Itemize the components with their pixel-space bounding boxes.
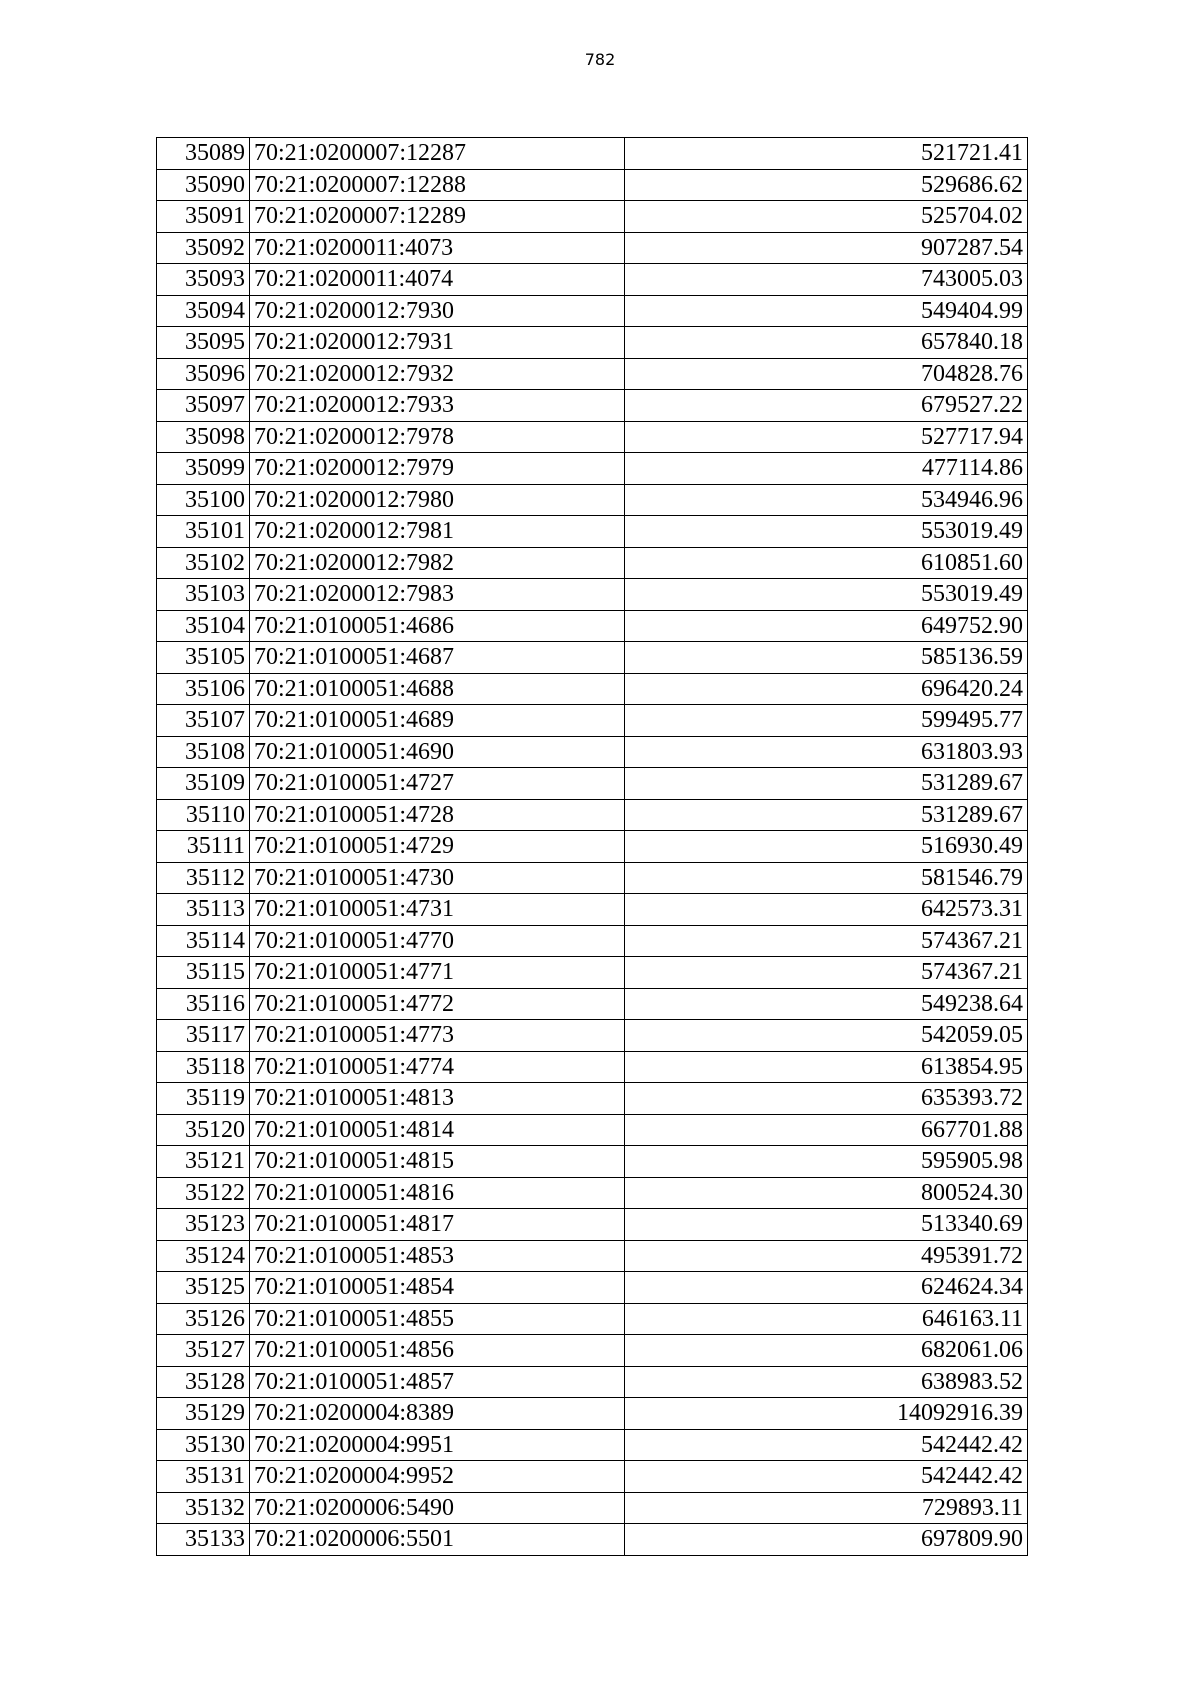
cadastral-value: 624624.34 xyxy=(625,1272,1028,1304)
row-number: 35107 xyxy=(157,705,250,737)
table-row xyxy=(157,1492,1028,1524)
cadastral-number: 70:21:0100051:4729 xyxy=(250,831,625,863)
cadastral-value: 599495.77 xyxy=(625,705,1028,737)
cadastral-number: 70:21:0100051:4773 xyxy=(250,1020,625,1052)
table-row xyxy=(157,453,1028,485)
table-row xyxy=(157,327,1028,359)
cadastral-number: 70:21:0200012:7932 xyxy=(250,358,625,390)
cadastral-value: 531289.67 xyxy=(625,799,1028,831)
cadastral-number: 70:21:0100051:4687 xyxy=(250,642,625,674)
table-row xyxy=(157,1051,1028,1083)
row-number: 35103 xyxy=(157,579,250,611)
table-row xyxy=(157,673,1028,705)
cadastral-number: 70:21:0200007:12288 xyxy=(250,169,625,201)
cadastral-value: 907287.54 xyxy=(625,232,1028,264)
cadastral-value: 549404.99 xyxy=(625,295,1028,327)
row-number: 35089 xyxy=(157,138,250,170)
cadastral-value: 553019.49 xyxy=(625,579,1028,611)
row-number: 35112 xyxy=(157,862,250,894)
table-row xyxy=(157,799,1028,831)
cadastral-number: 70:21:0100051:4774 xyxy=(250,1051,625,1083)
cadastral-number: 70:21:0100051:4727 xyxy=(250,768,625,800)
cadastral-value: 527717.94 xyxy=(625,421,1028,453)
table-row xyxy=(157,894,1028,926)
table-row xyxy=(157,736,1028,768)
cadastral-value: 542442.42 xyxy=(625,1429,1028,1461)
cadastral-value: 477114.86 xyxy=(625,453,1028,485)
row-number: 35129 xyxy=(157,1398,250,1430)
row-number: 35122 xyxy=(157,1177,250,1209)
cadastral-number: 70:21:0100051:4813 xyxy=(250,1083,625,1115)
cadastral-number: 70:21:0200012:7978 xyxy=(250,421,625,453)
row-number: 35105 xyxy=(157,642,250,674)
cadastral-value: 531289.67 xyxy=(625,768,1028,800)
cadastral-number: 70:21:0100051:4689 xyxy=(250,705,625,737)
table-row xyxy=(157,358,1028,390)
row-number: 35130 xyxy=(157,1429,250,1461)
row-number: 35132 xyxy=(157,1492,250,1524)
table-row xyxy=(157,862,1028,894)
page-number: 782 xyxy=(584,50,616,69)
cadastral-number: 70:21:0100051:4686 xyxy=(250,610,625,642)
table-row xyxy=(157,1240,1028,1272)
table-row xyxy=(157,642,1028,674)
cadastral-value: 642573.31 xyxy=(625,894,1028,926)
cadastral-value: 697809.90 xyxy=(625,1524,1028,1556)
row-number: 35101 xyxy=(157,516,250,548)
table-row xyxy=(157,957,1028,989)
cadastral-value: 529686.62 xyxy=(625,169,1028,201)
row-number: 35110 xyxy=(157,799,250,831)
table-row xyxy=(157,1335,1028,1367)
row-number: 35125 xyxy=(157,1272,250,1304)
cadastral-value: 800524.30 xyxy=(625,1177,1028,1209)
table-row xyxy=(157,1303,1028,1335)
row-number: 35108 xyxy=(157,736,250,768)
row-number: 35102 xyxy=(157,547,250,579)
row-number: 35104 xyxy=(157,610,250,642)
row-number: 35111 xyxy=(157,831,250,863)
table-body xyxy=(157,138,1028,1556)
table-row xyxy=(157,1398,1028,1430)
cadastral-number: 70:21:0200012:7979 xyxy=(250,453,625,485)
row-number: 35109 xyxy=(157,768,250,800)
table-row xyxy=(157,484,1028,516)
table-row xyxy=(157,831,1028,863)
row-number: 35127 xyxy=(157,1335,250,1367)
cadastral-value: 495391.72 xyxy=(625,1240,1028,1272)
cadastral-number: 70:21:0200012:7980 xyxy=(250,484,625,516)
cadastral-value: 682061.06 xyxy=(625,1335,1028,1367)
cadastral-number: 70:21:0100051:4730 xyxy=(250,862,625,894)
cadastral-number: 70:21:0100051:4814 xyxy=(250,1114,625,1146)
row-number: 35099 xyxy=(157,453,250,485)
table-row xyxy=(157,1114,1028,1146)
table-row xyxy=(157,705,1028,737)
cadastral-number: 70:21:0200012:7981 xyxy=(250,516,625,548)
cadastral-number: 70:21:0100051:4728 xyxy=(250,799,625,831)
cadastral-value: 657840.18 xyxy=(625,327,1028,359)
table-row xyxy=(157,547,1028,579)
cadastral-value: 574367.21 xyxy=(625,957,1028,989)
cadastral-value: 549238.64 xyxy=(625,988,1028,1020)
row-number: 35119 xyxy=(157,1083,250,1115)
table-row xyxy=(157,201,1028,233)
table-row xyxy=(157,1020,1028,1052)
table-row xyxy=(157,1177,1028,1209)
cadastral-number: 70:21:0200012:7930 xyxy=(250,295,625,327)
cadastral-number: 70:21:0200012:7983 xyxy=(250,579,625,611)
table-row xyxy=(157,988,1028,1020)
row-number: 35131 xyxy=(157,1461,250,1493)
row-number: 35117 xyxy=(157,1020,250,1052)
cadastral-value: 635393.72 xyxy=(625,1083,1028,1115)
row-number: 35126 xyxy=(157,1303,250,1335)
row-number: 35096 xyxy=(157,358,250,390)
cadastral-value: 534946.96 xyxy=(625,484,1028,516)
table-row xyxy=(157,1209,1028,1241)
cadastral-value: 743005.03 xyxy=(625,264,1028,296)
table-row xyxy=(157,579,1028,611)
row-number: 35097 xyxy=(157,390,250,422)
table-row xyxy=(157,1524,1028,1556)
table-row xyxy=(157,421,1028,453)
row-number: 35092 xyxy=(157,232,250,264)
data-table xyxy=(156,137,1028,1556)
cadastral-number: 70:21:0200011:4074 xyxy=(250,264,625,296)
table-row xyxy=(157,610,1028,642)
cadastral-value: 646163.11 xyxy=(625,1303,1028,1335)
table-row xyxy=(157,925,1028,957)
row-number: 35100 xyxy=(157,484,250,516)
cadastral-value: 14092916.39 xyxy=(625,1398,1028,1430)
cadastral-number: 70:21:0100051:4772 xyxy=(250,988,625,1020)
cadastral-number: 70:21:0100051:4856 xyxy=(250,1335,625,1367)
row-number: 35091 xyxy=(157,201,250,233)
cadastral-number: 70:21:0100051:4815 xyxy=(250,1146,625,1178)
table-row xyxy=(157,516,1028,548)
table-row xyxy=(157,264,1028,296)
cadastral-value: 704828.76 xyxy=(625,358,1028,390)
cadastral-value: 581546.79 xyxy=(625,862,1028,894)
table-row xyxy=(157,1083,1028,1115)
row-number: 35115 xyxy=(157,957,250,989)
row-number: 35118 xyxy=(157,1051,250,1083)
cadastral-number: 70:21:0100051:4816 xyxy=(250,1177,625,1209)
table-row xyxy=(157,1366,1028,1398)
cadastral-value: 696420.24 xyxy=(625,673,1028,705)
cadastral-number: 70:21:0100051:4770 xyxy=(250,925,625,957)
cadastral-value: 574367.21 xyxy=(625,925,1028,957)
table-row xyxy=(157,169,1028,201)
cadastral-value: 542442.42 xyxy=(625,1461,1028,1493)
table-row xyxy=(157,1272,1028,1304)
cadastral-number: 70:21:0200004:9951 xyxy=(250,1429,625,1461)
table-row xyxy=(157,295,1028,327)
table-row xyxy=(157,138,1028,170)
cadastral-number: 70:21:0100051:4817 xyxy=(250,1209,625,1241)
cadastral-value: 649752.90 xyxy=(625,610,1028,642)
cadastral-value: 516930.49 xyxy=(625,831,1028,863)
row-number: 35120 xyxy=(157,1114,250,1146)
table-row xyxy=(157,768,1028,800)
cadastral-number: 70:21:0200004:9952 xyxy=(250,1461,625,1493)
cadastral-number: 70:21:0100051:4853 xyxy=(250,1240,625,1272)
cadastral-number: 70:21:0200006:5490 xyxy=(250,1492,625,1524)
row-number: 35128 xyxy=(157,1366,250,1398)
cadastral-value: 613854.95 xyxy=(625,1051,1028,1083)
cadastral-number: 70:21:0200007:12287 xyxy=(250,138,625,170)
cadastral-value: 521721.41 xyxy=(625,138,1028,170)
cadastral-value: 679527.22 xyxy=(625,390,1028,422)
table-row xyxy=(157,1461,1028,1493)
cadastral-value: 525704.02 xyxy=(625,201,1028,233)
table-row xyxy=(157,1146,1028,1178)
cadastral-value: 542059.05 xyxy=(625,1020,1028,1052)
cadastral-value: 513340.69 xyxy=(625,1209,1028,1241)
cadastral-number: 70:21:0100051:4771 xyxy=(250,957,625,989)
row-number: 35116 xyxy=(157,988,250,1020)
row-number: 35124 xyxy=(157,1240,250,1272)
cadastral-value: 553019.49 xyxy=(625,516,1028,548)
cadastral-value: 638983.52 xyxy=(625,1366,1028,1398)
cadastral-value: 631803.93 xyxy=(625,736,1028,768)
cadastral-number: 70:21:0200011:4073 xyxy=(250,232,625,264)
cadastral-value: 610851.60 xyxy=(625,547,1028,579)
row-number: 35133 xyxy=(157,1524,250,1556)
row-number: 35114 xyxy=(157,925,250,957)
cadastral-number: 70:21:0100051:4690 xyxy=(250,736,625,768)
row-number: 35098 xyxy=(157,421,250,453)
cadastral-number: 70:21:0200012:7982 xyxy=(250,547,625,579)
row-number: 35121 xyxy=(157,1146,250,1178)
cadastral-value: 667701.88 xyxy=(625,1114,1028,1146)
cadastral-number: 70:21:0100051:4857 xyxy=(250,1366,625,1398)
row-number: 35093 xyxy=(157,264,250,296)
row-number: 35123 xyxy=(157,1209,250,1241)
table-row xyxy=(157,390,1028,422)
table-row xyxy=(157,232,1028,264)
cadastral-number: 70:21:0100051:4688 xyxy=(250,673,625,705)
table-row xyxy=(157,1429,1028,1461)
cadastral-number: 70:21:0200012:7933 xyxy=(250,390,625,422)
cadastral-value: 585136.59 xyxy=(625,642,1028,674)
cadastral-number: 70:21:0100051:4854 xyxy=(250,1272,625,1304)
cadastral-value: 595905.98 xyxy=(625,1146,1028,1178)
row-number: 35106 xyxy=(157,673,250,705)
cadastral-number: 70:21:0200007:12289 xyxy=(250,201,625,233)
cadastral-number: 70:21:0200006:5501 xyxy=(250,1524,625,1556)
cadastral-number: 70:21:0200004:8389 xyxy=(250,1398,625,1430)
cadastral-value: 729893.11 xyxy=(625,1492,1028,1524)
row-number: 35113 xyxy=(157,894,250,926)
row-number: 35090 xyxy=(157,169,250,201)
row-number: 35095 xyxy=(157,327,250,359)
cadastral-number: 70:21:0100051:4731 xyxy=(250,894,625,926)
cadastral-number: 70:21:0100051:4855 xyxy=(250,1303,625,1335)
row-number: 35094 xyxy=(157,295,250,327)
cadastral-number: 70:21:0200012:7931 xyxy=(250,327,625,359)
